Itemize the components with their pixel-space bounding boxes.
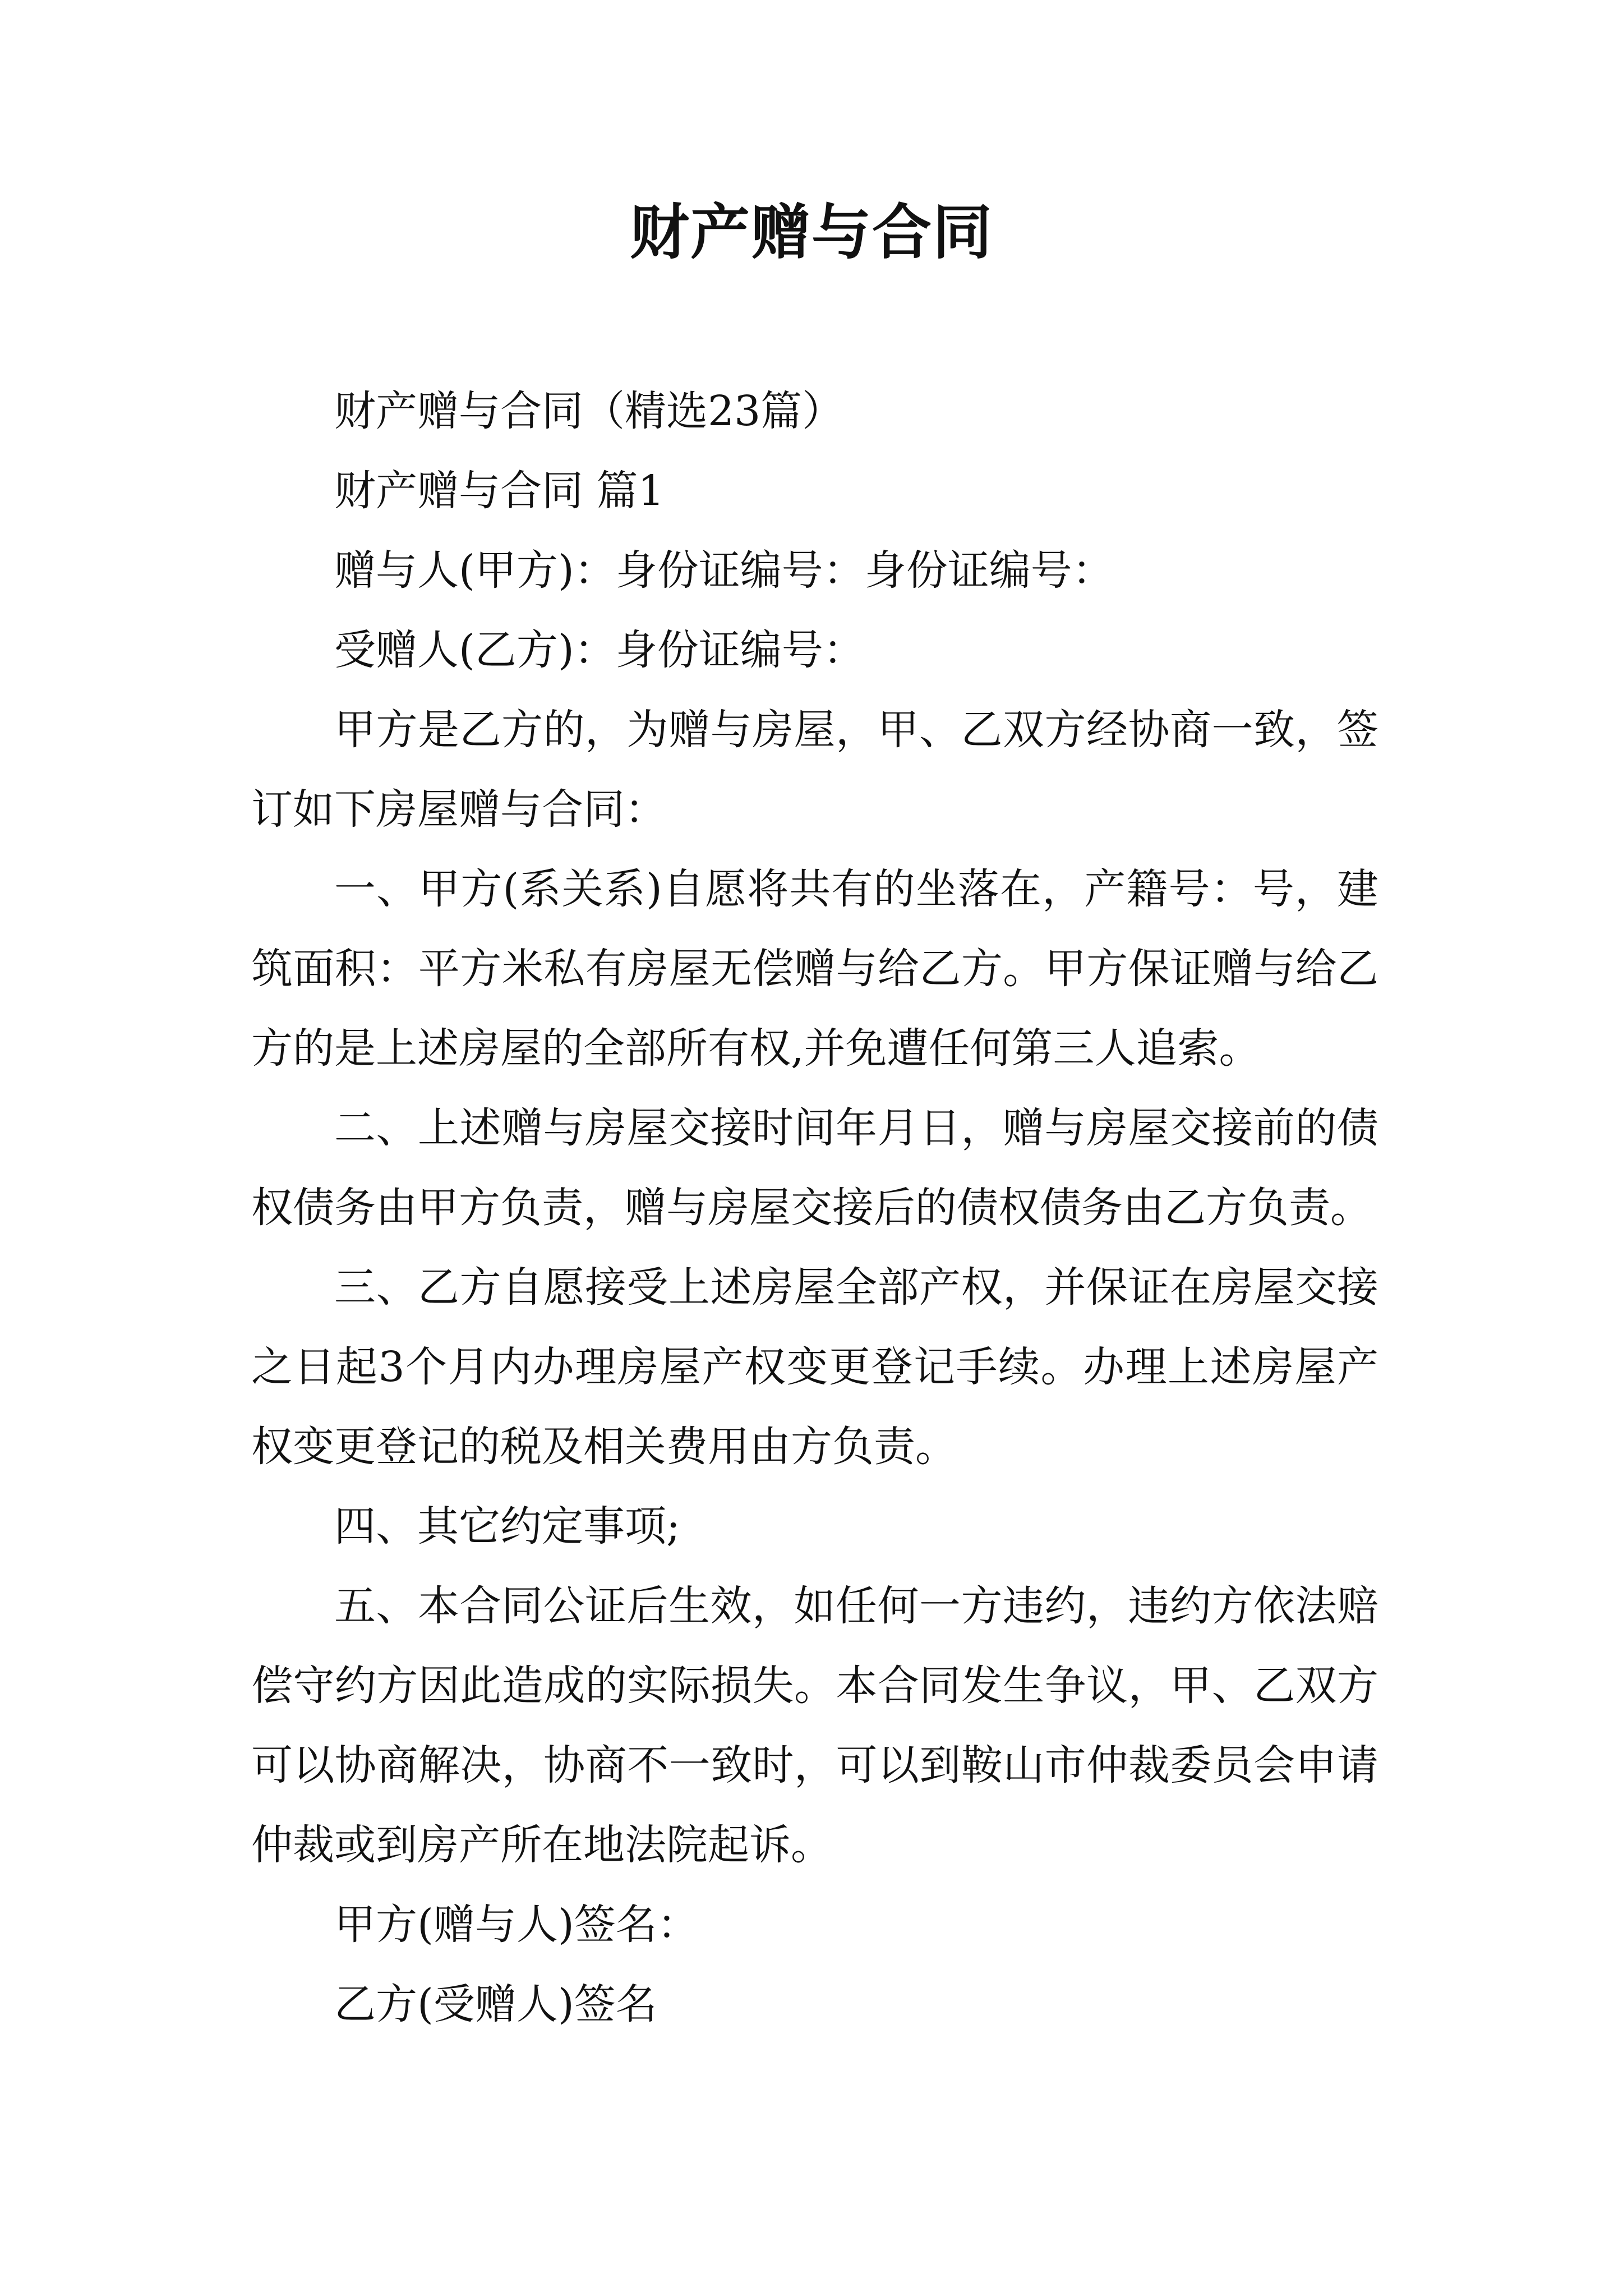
paragraph-donor-signature: 甲方(赠与人)签名： — [334, 1901, 699, 1949]
paragraph-clause-3: 三、乙方自愿接受上述房屋全部产权，并保证在房屋交接之日起3个月内办理房屋产权变更登记手续。办理上述房屋产权变更登记的税及相关费用由方负责。 — [251, 1263, 1378, 1471]
paragraph-collection-heading: 财产赠与合同（精选23篇） — [334, 387, 844, 435]
paragraph-clause-4: 四、其它约定事项; — [334, 1502, 680, 1550]
paragraph-donee-signature: 乙方(受赠人)签名 — [334, 1980, 657, 2028]
document-body — [251, 371, 1378, 2044]
paragraph-section-heading: 财产赠与合同 篇1 — [334, 467, 665, 515]
paragraph-donor-info: 赠与人(甲方)：身份证编号：身份证编号： — [334, 546, 1114, 595]
paragraph-clause-2: 二、上述赠与房屋交接时间年月日，赠与房屋交接前的债权债务由甲方负责，赠与房屋交接后的债权债务由乙方负责。 — [251, 1104, 1378, 1232]
paragraph-clause-1: 一、甲方(系关系)自愿将共有的坐落在，产籍号：号，建筑面积：平方米私有房屋无偿赠与给乙方。甲方保证赠与给乙方的是上述房屋的全部所有权,并免遭任何第三人追索。 — [251, 865, 1378, 1073]
document-title: 财产赠与合同 — [630, 198, 993, 267]
paragraph-clause-5: 五、本合同公证后生效，如任何一方违约，违约方依法赔偿守约方因此造成的实际损失。本合同发生争议，甲、乙双方可以协商解决，协商不一致时，可以到鞍山市仲裁委员会申请仲裁或到房产所在地法院起诉。 — [251, 1582, 1378, 1869]
paragraph-preamble: 甲方是乙方的，为赠与房屋，甲、乙双方经协商一致，签订如下房屋赠与合同： — [251, 706, 1378, 834]
paragraph-donee-info: 受赠人(乙方)：身份证编号： — [334, 626, 865, 674]
